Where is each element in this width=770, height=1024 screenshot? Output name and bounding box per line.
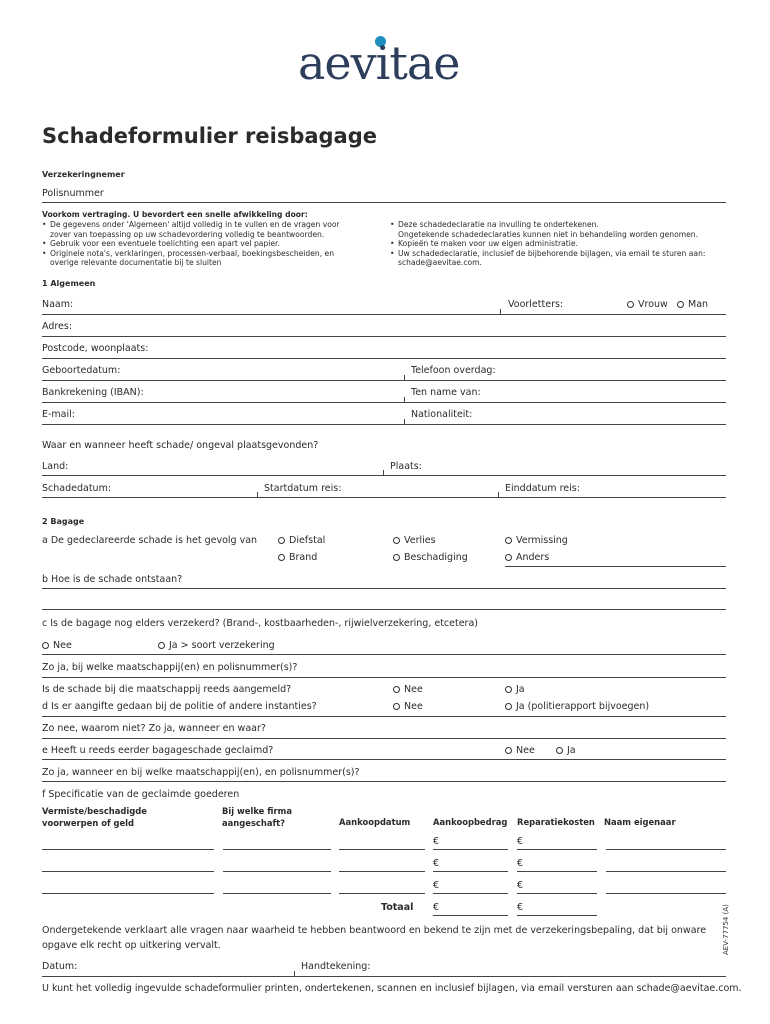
euro-sign: € bbox=[517, 836, 524, 847]
cell-firma[interactable] bbox=[223, 893, 331, 894]
ten-name-van-label: Ten name van: bbox=[411, 387, 481, 398]
question-d-field[interactable] bbox=[42, 716, 726, 717]
radio-icon[interactable] bbox=[505, 703, 512, 710]
intro-right bbox=[390, 220, 730, 268]
plaats-label: Plaats: bbox=[390, 461, 422, 472]
euro-sign: € bbox=[517, 858, 524, 869]
bankrekening-label: Bankrekening (IBAN): bbox=[42, 387, 144, 398]
intro-item: • Uw schadedeclaratie, inclusief de bijbehorende bijlagen, via email te sturen aan: schade@aevitae.com. bbox=[390, 249, 730, 268]
field-divider bbox=[257, 492, 258, 497]
intro-item: • De gegevens onder 'Algemeen' altijd volledig in te vullen en de vragen voor zover van toepassing op uw schadevordering volledig te beantwoorden. bbox=[42, 220, 382, 239]
option-beschadiging[interactable]: Beschadiging bbox=[393, 552, 468, 563]
e-nee[interactable]: Nee bbox=[505, 745, 535, 756]
radio-icon[interactable] bbox=[42, 642, 49, 649]
geboortedatum-label: Geboortedatum: bbox=[42, 365, 121, 376]
cell-reparatie[interactable] bbox=[517, 871, 597, 872]
question-d-label: d Is er aangifte gedaan bij de politie of andere instanties? bbox=[42, 701, 317, 712]
intro-left bbox=[42, 220, 382, 268]
polisnummer-label: Polisnummer bbox=[42, 188, 104, 199]
intro-heading: Voorkom vertraging. U bevordert een snelle afwikkeling door: bbox=[42, 210, 308, 219]
cell-voorwerp[interactable] bbox=[42, 893, 214, 894]
gender-man[interactable]: Man bbox=[677, 299, 708, 310]
field-divider bbox=[404, 419, 405, 424]
euro-sign: € bbox=[517, 880, 524, 891]
email-label: E-mail: bbox=[42, 409, 75, 420]
geboortedatum-field[interactable] bbox=[42, 380, 726, 381]
datum-label: Datum: bbox=[42, 961, 78, 972]
question-c-field[interactable] bbox=[42, 654, 726, 655]
section-heading-bagage: 2 Bagage bbox=[42, 517, 85, 526]
question-e-label: e Heeft u reeds eerder bagageschade geclaimd? bbox=[42, 745, 274, 756]
email-field[interactable] bbox=[42, 424, 726, 425]
question-b-field[interactable] bbox=[42, 588, 726, 589]
radio-icon[interactable] bbox=[158, 642, 165, 649]
anders-field[interactable] bbox=[505, 566, 726, 567]
e-zo-ja-label: Zo ja, wanneer en bij welke maatschappij(en), en polisnummer(s)? bbox=[42, 767, 360, 778]
declaration-line-1: Ondergetekende verklaart alle vragen naar waarheid te hebben beantwoord en bekend te zijn met de verzekeringsbepaling, dat bij onware bbox=[42, 925, 707, 936]
cell-bedrag[interactable] bbox=[433, 871, 508, 872]
field-divider bbox=[498, 492, 499, 497]
radio-icon[interactable] bbox=[677, 301, 684, 308]
radio-icon[interactable] bbox=[278, 554, 285, 561]
gemeld-nee[interactable]: Nee bbox=[393, 684, 423, 695]
cell-voorwerp[interactable] bbox=[42, 871, 214, 872]
totaal-bedrag[interactable] bbox=[433, 915, 508, 916]
field-divider bbox=[294, 971, 295, 976]
zo-ja-maatschappij-label: Zo ja, bij welke maatschappij(en) en polisnummer(s)? bbox=[42, 662, 298, 673]
e-ja[interactable]: Ja bbox=[556, 745, 576, 756]
waar-wanneer-label: Waar en wanneer heeft schade/ ongeval plaatsgevonden? bbox=[42, 440, 319, 451]
col-header-reparatiekosten: Reparatiekosten bbox=[517, 817, 595, 827]
cell-voorwerp[interactable] bbox=[42, 849, 214, 850]
land-label: Land: bbox=[42, 461, 69, 472]
option-brand[interactable]: Brand bbox=[278, 552, 317, 563]
field-divider bbox=[383, 470, 384, 475]
radio-icon[interactable] bbox=[393, 537, 400, 544]
col-header-voorwerpen: Vermiste/beschadigde voorwerpen of geld bbox=[42, 806, 147, 828]
section-heading-algemeen: 1 Algemeen bbox=[42, 279, 96, 288]
c-ja[interactable]: Ja > soort verzekering bbox=[158, 640, 275, 651]
logo-wordmark: aevitae bbox=[298, 36, 460, 90]
cell-datum[interactable] bbox=[339, 849, 425, 850]
field-divider bbox=[500, 309, 501, 314]
question-c-label: c Is de bagage nog elders verzekerd? (Brand-, kostbaarheden-, rijwielverzekering, etcetera) bbox=[42, 618, 478, 629]
field-divider bbox=[404, 375, 405, 380]
handtekening-label: Handtekening: bbox=[301, 961, 371, 972]
cell-datum[interactable] bbox=[339, 893, 425, 894]
option-anders[interactable]: Anders bbox=[505, 552, 549, 563]
totaal-label: Totaal bbox=[381, 902, 414, 913]
radio-icon[interactable] bbox=[505, 686, 512, 693]
question-a-label: a De gedeclareerde schade is het gevolg van bbox=[42, 535, 258, 546]
cell-firma[interactable] bbox=[223, 849, 331, 850]
telefoon-label: Telefoon overdag: bbox=[411, 365, 496, 376]
col-header-aankoopdatum: Aankoopdatum bbox=[339, 817, 411, 827]
einddatum-label: Einddatum reis: bbox=[505, 483, 580, 494]
radio-icon[interactable] bbox=[278, 537, 285, 544]
voorletters-label: Voorletters: bbox=[508, 299, 564, 310]
adres-field[interactable] bbox=[42, 336, 726, 337]
cell-eigenaar[interactable] bbox=[606, 871, 726, 872]
startdatum-label: Startdatum reis: bbox=[264, 483, 342, 494]
euro-sign: € bbox=[433, 880, 440, 891]
col-header-naam-eigenaar: Naam eigenaar bbox=[604, 817, 676, 827]
d-ja[interactable]: Ja (politierapport bijvoegen) bbox=[505, 701, 649, 712]
datum-field[interactable] bbox=[42, 976, 726, 977]
schadedatum-field[interactable] bbox=[42, 497, 726, 498]
totaal-reparatie[interactable] bbox=[517, 915, 597, 916]
cell-reparatie[interactable] bbox=[517, 893, 597, 894]
cell-firma[interactable] bbox=[223, 871, 331, 872]
option-diefstal[interactable]: Diefstal bbox=[278, 535, 325, 546]
postcode-field[interactable] bbox=[42, 358, 726, 359]
c-nee[interactable]: Nee bbox=[42, 640, 72, 651]
option-verlies[interactable]: Verlies bbox=[393, 535, 436, 546]
intro-item: • Kopieën te maken voor uw eigen administratie. bbox=[390, 239, 730, 249]
cell-bedrag[interactable] bbox=[433, 849, 508, 850]
col-header-aankoopbedrag: Aankoopbedrag bbox=[433, 817, 508, 827]
col-header-firma: Bij welke firma aangeschaft? bbox=[222, 806, 292, 828]
zo-ja-maatschappij-field[interactable] bbox=[42, 677, 726, 678]
instructions: U kunt het volledig ingevulde schadeformulier printen, ondertekenen, scannen en inclusief bijlagen, via email versturen aan schade@aevitae.com. bbox=[42, 983, 742, 994]
euro-sign: € bbox=[433, 836, 440, 847]
radio-icon[interactable] bbox=[393, 554, 400, 561]
radio-icon[interactable] bbox=[505, 747, 512, 754]
radio-icon[interactable] bbox=[556, 747, 563, 754]
zo-nee-field[interactable] bbox=[42, 738, 726, 739]
intro-item: • Gebruik voor een eventuele toelichting een apart vel papier. bbox=[42, 239, 382, 249]
adres-label: Adres: bbox=[42, 321, 73, 332]
intro-item: • Originele nota's, verklaringen, processen-verbaal, boekingsbescheiden, en overige relevante documentatie bij te sluiten bbox=[42, 249, 382, 268]
zo-nee-label: Zo nee, waarom niet? Zo ja, wanneer en waar? bbox=[42, 723, 266, 734]
intro-item: • Deze schadedeclaratie na invulling te ondertekenen. Ongetekende schadedeclaraties kunnen niet in behandeling worden genomen. bbox=[390, 220, 730, 239]
radio-icon[interactable] bbox=[627, 301, 634, 308]
schadedatum-label: Schadedatum: bbox=[42, 483, 112, 494]
option-vermissing[interactable]: Vermissing bbox=[505, 535, 568, 546]
e-zo-ja-field[interactable] bbox=[42, 781, 726, 782]
field-divider bbox=[404, 397, 405, 402]
cell-bedrag[interactable] bbox=[433, 893, 508, 894]
question-b-label: b Hoe is de schade ontstaan? bbox=[42, 574, 183, 585]
side-code: AEV-77754 (A) bbox=[722, 904, 730, 955]
bankrekening-field[interactable] bbox=[42, 402, 726, 403]
gemeld-ja[interactable]: Ja bbox=[505, 684, 525, 695]
cell-datum[interactable] bbox=[339, 871, 425, 872]
euro-sign: € bbox=[517, 902, 524, 913]
land-field[interactable] bbox=[42, 475, 726, 476]
radio-icon[interactable] bbox=[393, 703, 400, 710]
radio-icon[interactable] bbox=[393, 686, 400, 693]
question-e-field[interactable] bbox=[42, 759, 726, 760]
page-title: Schadeformulier reisbagage bbox=[42, 124, 378, 148]
question-b-field-2[interactable] bbox=[42, 609, 726, 610]
polisnummer-field[interactable] bbox=[42, 202, 726, 203]
radio-icon[interactable] bbox=[505, 554, 512, 561]
logo bbox=[298, 36, 473, 96]
euro-sign: € bbox=[433, 902, 440, 913]
declaration-line-2: opgave elk recht op uitkering vervalt. bbox=[42, 940, 221, 951]
naam-field[interactable] bbox=[42, 314, 726, 315]
question-f-label: f Specificatie van de geclaimde goederen bbox=[42, 789, 240, 800]
postcode-label: Postcode, woonplaats: bbox=[42, 343, 149, 354]
gemeld-label: Is de schade bij die maatschappij reeds aangemeld? bbox=[42, 684, 292, 695]
gender-vrouw[interactable]: Vrouw bbox=[627, 299, 668, 310]
section-heading-verzekeringnemer: Verzekeringnemer bbox=[42, 170, 125, 179]
cell-eigenaar[interactable] bbox=[606, 849, 726, 850]
nationaliteit-label: Nationaliteit: bbox=[411, 409, 473, 420]
euro-sign: € bbox=[433, 858, 440, 869]
naam-label: Naam: bbox=[42, 299, 74, 310]
cell-reparatie[interactable] bbox=[517, 849, 597, 850]
d-nee[interactable]: Nee bbox=[393, 701, 423, 712]
cell-eigenaar[interactable] bbox=[606, 893, 726, 894]
radio-icon[interactable] bbox=[505, 537, 512, 544]
